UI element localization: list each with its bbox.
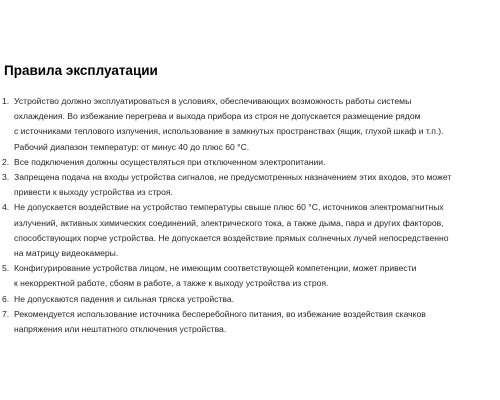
- rule-number: 3.: [2, 172, 10, 183]
- rule-item-4: [0, 200, 498, 261]
- rule-item-5: [0, 261, 498, 291]
- rule-number: 1.: [2, 96, 10, 106]
- rule-item-7: [0, 307, 498, 337]
- rule-number: 2.: [2, 156, 10, 167]
- rule-text-line: Конфигурирование устройства лицом, не имеющим соответствующей компетенции, может привести: [14, 263, 417, 274]
- rule-text-line: Устройство должно эксплуатироваться в условиях, обеспечивающих возможность работы системы: [14, 96, 412, 106]
- rule-text-line: Не допускаются падения и сильная тряска устройства.: [14, 293, 234, 304]
- rule-text-line: способствующих порче устройства. Не допускается воздействие прямых солнечных лучей непосредственно: [14, 232, 449, 243]
- rule-text-line: излучений, активных химических соединений, электрического тока, а также дыма, пара и других факторов,: [14, 217, 444, 228]
- rules-list: [0, 94, 498, 337]
- rule-text-line: на матрицу видеокамеры.: [14, 248, 119, 259]
- rule-text-line: Не допускается воздействие на устройство температуры свыше плюс 60 °С, источников электромагнитных: [14, 202, 444, 213]
- rule-number: 6.: [2, 293, 10, 304]
- rule-item-1: [0, 94, 498, 155]
- rule-text-line: напряжения или нештатного отключения устройства.: [14, 324, 227, 335]
- rule-text-line: Все подключения должны осуществляться при отключенном электропитании.: [14, 156, 326, 167]
- rule-number: 4.: [2, 202, 10, 213]
- rule-text-line: Рабочий диапазон температур: от минус 40 до плюс 60 °С.: [14, 141, 250, 152]
- rule-item-6: [0, 292, 498, 307]
- rule-text-line: к некорректной работе, сбоям в работе, а также к выходу устройства из строя.: [14, 278, 329, 289]
- page-title: Правила эксплуатации: [4, 63, 158, 78]
- rule-text-line: привести к выходу устройства из строя.: [14, 187, 173, 198]
- rule-item-2: [0, 155, 498, 170]
- rule-text-line: Запрещена подача на входы устройства сигналов, не предусмотренных назначением этих входов, это может: [14, 172, 452, 183]
- rule-item-3: [0, 170, 498, 200]
- rule-text-line: Рекомендуется использование источника бесперебойного питания, во избежание воздействия скачков: [14, 308, 426, 319]
- rule-number: 7.: [2, 308, 10, 319]
- rule-number: 5.: [2, 263, 10, 274]
- rule-text-line: охлаждения. Во избежание перегрева и выхода прибора из строя не допускается размещение рядом: [14, 111, 421, 122]
- rule-text-line: с источниками теплового излучения, использование в замкнутых пространствах (ящик, глухой шкаф и т.п.).: [14, 126, 444, 137]
